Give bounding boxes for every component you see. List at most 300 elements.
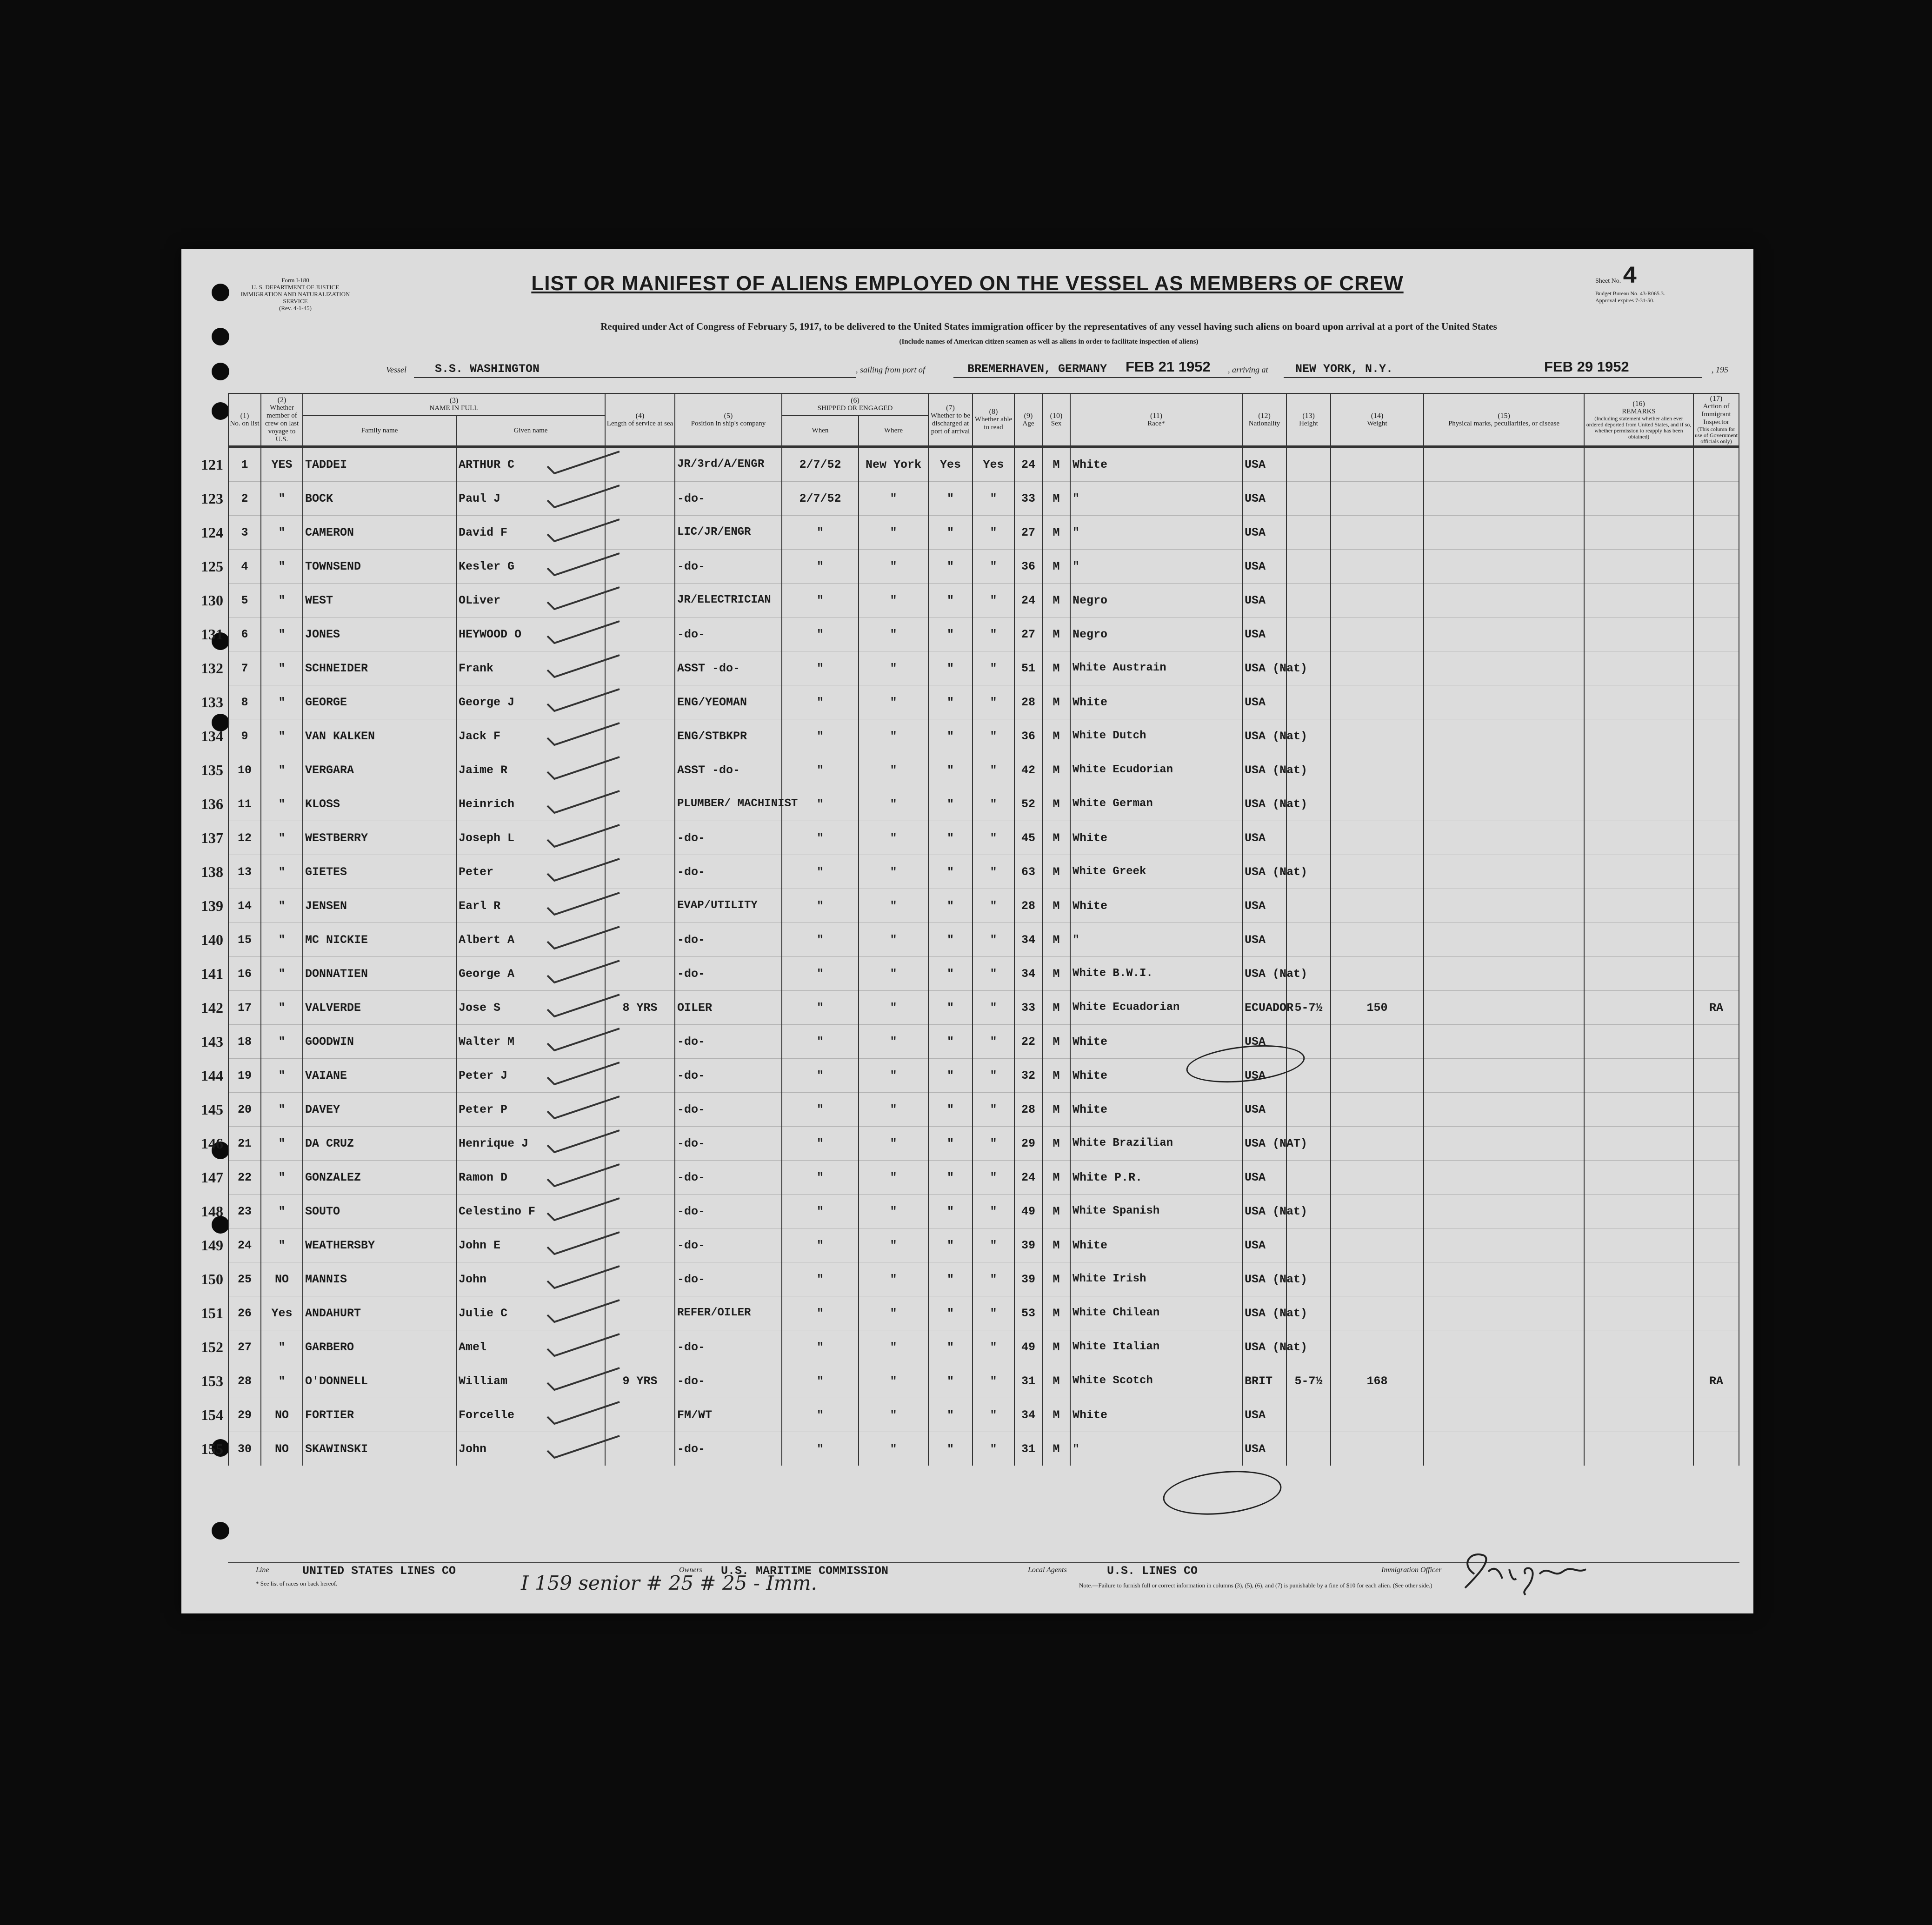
cell-able-to-read: " — [973, 719, 1014, 753]
cell-age: 53 — [1014, 1296, 1042, 1330]
cell-inspector-action — [1693, 1330, 1739, 1364]
cell-discharged: " — [928, 1262, 973, 1296]
check-mark-icon — [545, 617, 624, 650]
cell-given-name: Peter P — [456, 1093, 605, 1127]
cell-height — [1286, 447, 1331, 482]
cell-physical-marks — [1424, 651, 1584, 685]
cell-sex: M — [1042, 821, 1070, 855]
cell-position: -do- — [675, 617, 782, 651]
cell-sex: M — [1042, 550, 1070, 584]
cell-nationality: USA — [1242, 1059, 1286, 1093]
cell-race: White — [1070, 1025, 1242, 1059]
header-remarks: (16) REMARKS (Including statement whether alien ever ordered deported from United States, and if so, whether permission to reapply has been obtained) — [1584, 393, 1693, 447]
cell-inspector-action — [1693, 1195, 1739, 1228]
cell-family-name: DAVEY — [303, 1093, 456, 1127]
cell-nationality: USA (Nat) — [1242, 1262, 1286, 1296]
cell-previous-voyage: " — [261, 957, 303, 991]
cell-discharged: " — [928, 787, 973, 821]
cell-row-number: 18 143 — [228, 1025, 261, 1059]
cell-able-to-read: " — [973, 1398, 1014, 1432]
cell-weight: 168 — [1331, 1364, 1424, 1398]
cell-sex: M — [1042, 685, 1070, 719]
cell-family-name: O'DONNELL — [303, 1364, 456, 1398]
cell-sex: M — [1042, 1364, 1070, 1398]
cell-nationality: USA — [1242, 1228, 1286, 1262]
cell-row-number: 4 125 — [228, 550, 261, 584]
margin-number: 154 — [201, 1407, 223, 1423]
arriving-port: NEW YORK, N.Y. — [1295, 362, 1393, 376]
cell-previous-voyage: " — [261, 617, 303, 651]
cell-position: -do- — [675, 821, 782, 855]
cell-physical-marks — [1424, 1398, 1584, 1432]
cell-sex: M — [1042, 651, 1070, 685]
cell-row-number: 26 151 — [228, 1296, 261, 1330]
cell-shipped-where: " — [859, 482, 928, 516]
cell-nationality: USA — [1242, 1161, 1286, 1195]
check-mark-icon — [545, 719, 624, 752]
cell-sex: M — [1042, 991, 1070, 1025]
cell-position: ASST -do- — [675, 651, 782, 685]
cell-shipped-where: New York — [859, 447, 928, 482]
cell-height — [1286, 550, 1331, 584]
cell-row-number: 24 149 — [228, 1228, 261, 1262]
header-able-to-read: (8) Whether able to read — [973, 393, 1014, 447]
cell-discharged: Yes — [928, 447, 973, 482]
cell-discharged: " — [928, 1093, 973, 1127]
cell-weight — [1331, 719, 1424, 753]
cell-shipped-when: 2/7/52 — [782, 482, 859, 516]
cell-given-name: George A — [456, 957, 605, 991]
cell-weight — [1331, 1228, 1424, 1262]
cell-remarks — [1584, 1262, 1693, 1296]
table-row — [228, 1262, 1739, 1296]
cell-family-name: GARBERO — [303, 1330, 456, 1364]
cell-shipped-when: " — [782, 719, 859, 753]
cell-shipped-when: " — [782, 1059, 859, 1093]
cell-discharged: " — [928, 651, 973, 685]
cell-physical-marks — [1424, 1025, 1584, 1059]
margin-number: 135 — [201, 762, 223, 778]
cell-position: -do- — [675, 855, 782, 889]
margin-number: 134 — [201, 728, 223, 744]
cell-given-name: Paul J — [456, 482, 605, 516]
cell-given-name: John — [456, 1432, 605, 1466]
table-row — [228, 991, 1739, 1025]
margin-number: 130 — [201, 592, 223, 609]
cell-able-to-read: " — [973, 991, 1014, 1025]
cell-age: 28 — [1014, 685, 1042, 719]
cell-race: White — [1070, 447, 1242, 482]
cell-able-to-read: " — [973, 1228, 1014, 1262]
cell-family-name: GIETES — [303, 855, 456, 889]
table-row — [228, 1059, 1739, 1093]
cell-position: JR/ELECTRICIAN — [675, 584, 782, 617]
cell-weight — [1331, 855, 1424, 889]
check-mark-icon — [545, 855, 624, 888]
margin-number: 149 — [201, 1237, 223, 1254]
cell-row-number: 11 136 — [228, 787, 261, 821]
cell-shipped-where: " — [859, 1364, 928, 1398]
cell-discharged: " — [928, 821, 973, 855]
cell-family-name: VERGARA — [303, 753, 456, 787]
check-mark-icon — [545, 889, 624, 922]
arrival-date-stamp: FEB 29 1952 — [1544, 358, 1629, 375]
cell-nationality: ECUADOR — [1242, 991, 1286, 1025]
cell-able-to-read: " — [973, 957, 1014, 991]
cell-shipped-when: " — [782, 1398, 859, 1432]
cell-discharged: " — [928, 685, 973, 719]
cell-shipped-when: " — [782, 1330, 859, 1364]
cell-sex: M — [1042, 482, 1070, 516]
check-mark-icon — [545, 1330, 624, 1363]
cell-discharged: " — [928, 1296, 973, 1330]
cell-remarks — [1584, 482, 1693, 516]
cell-given-name: Amel — [456, 1330, 605, 1364]
cell-shipped-where: " — [859, 855, 928, 889]
cell-position: EVAP/UTILITY — [675, 889, 782, 923]
cell-discharged: " — [928, 1127, 973, 1161]
margin-number: 125 — [201, 558, 223, 575]
owners-value: U.S. MARITIME COMMISSION — [721, 1564, 889, 1578]
crew-manifest-table — [201, 393, 1739, 1466]
margin-number: 150 — [201, 1271, 223, 1288]
cell-able-to-read: " — [973, 1025, 1014, 1059]
cell-family-name: VAIANE — [303, 1059, 456, 1093]
cell-shipped-when: " — [782, 1432, 859, 1466]
table-row — [228, 889, 1739, 923]
header-no-on-list: (1) No. on list — [228, 393, 261, 447]
cell-height — [1286, 584, 1331, 617]
cell-physical-marks — [1424, 991, 1584, 1025]
cell-age: 49 — [1014, 1195, 1042, 1228]
cell-discharged: " — [928, 584, 973, 617]
cell-row-number: 29 154 — [228, 1398, 261, 1432]
cell-given-name: Jack F — [456, 719, 605, 753]
cell-height — [1286, 889, 1331, 923]
cell-sex: M — [1042, 1059, 1070, 1093]
cell-nationality: USA (Nat) — [1242, 1296, 1286, 1330]
margin-number: 136 — [201, 796, 223, 812]
cell-previous-voyage: " — [261, 1059, 303, 1093]
cell-shipped-where: " — [859, 1262, 928, 1296]
cell-able-to-read: " — [973, 855, 1014, 889]
margin-number: 152 — [201, 1339, 223, 1355]
cell-able-to-read: " — [973, 1330, 1014, 1364]
cell-previous-voyage: " — [261, 1195, 303, 1228]
cell-previous-voyage: NO — [261, 1432, 303, 1466]
table-row — [228, 1228, 1739, 1262]
cell-discharged: " — [928, 719, 973, 753]
cell-race: Negro — [1070, 617, 1242, 651]
margin-number: 155 — [201, 1440, 223, 1457]
officer-label: Immigration Officer — [1381, 1566, 1442, 1574]
cell-row-number: 21 146 — [228, 1127, 261, 1161]
cell-discharged: " — [928, 1364, 973, 1398]
cell-shipped-when: " — [782, 957, 859, 991]
cell-previous-voyage: " — [261, 719, 303, 753]
cell-shipped-where: " — [859, 957, 928, 991]
header-when: When — [782, 416, 859, 446]
cell-weight — [1331, 753, 1424, 787]
cell-position: -do- — [675, 1432, 782, 1466]
page-title: LIST OR MANIFEST OF ALIENS EMPLOYED ON THE VESSEL AS MEMBERS OF CREW — [531, 272, 1404, 295]
table-row — [228, 1127, 1739, 1161]
cell-weight — [1331, 1059, 1424, 1093]
cell-length-of-service: 9 YRS — [605, 1364, 675, 1398]
cell-race: Negro — [1070, 584, 1242, 617]
cell-physical-marks — [1424, 787, 1584, 821]
cell-length-of-service: 8 YRS — [605, 991, 675, 1025]
cell-remarks — [1584, 447, 1693, 482]
cell-inspector-action — [1693, 957, 1739, 991]
table-row — [228, 685, 1739, 719]
cell-discharged: " — [928, 1228, 973, 1262]
cell-given-name: Walter M — [456, 1025, 605, 1059]
cell-sex: M — [1042, 1398, 1070, 1432]
cell-height — [1286, 1398, 1331, 1432]
cell-height — [1286, 821, 1331, 855]
cell-discharged: " — [928, 1059, 973, 1093]
cell-previous-voyage: " — [261, 787, 303, 821]
cell-inspector-action — [1693, 1093, 1739, 1127]
header-inspector-action: (17) Action of Immigrant Inspector (This column for use of Government officials only) — [1693, 393, 1739, 447]
cell-position: ENG/STBKPR — [675, 719, 782, 753]
cell-sex: M — [1042, 584, 1070, 617]
header-length-of-service: (4) Length of service at sea — [605, 393, 675, 447]
check-mark-icon — [545, 1364, 624, 1397]
cell-age: 51 — [1014, 651, 1042, 685]
check-mark-icon — [545, 753, 624, 786]
table-row — [228, 1161, 1739, 1195]
agents-value: U.S. LINES CO — [1107, 1564, 1198, 1578]
cell-inspector-action — [1693, 889, 1739, 923]
cell-row-number: 12 137 — [228, 821, 261, 855]
cell-nationality: USA — [1242, 685, 1286, 719]
cell-remarks — [1584, 550, 1693, 584]
cell-inspector-action — [1693, 1161, 1739, 1195]
cell-remarks — [1584, 1195, 1693, 1228]
margin-number: 133 — [201, 694, 223, 710]
cell-shipped-where: " — [859, 1296, 928, 1330]
check-mark-icon — [545, 821, 624, 854]
form-revision: (Rev. 4-1-45) — [279, 305, 312, 312]
check-mark-icon — [545, 1025, 624, 1057]
cell-able-to-read: " — [973, 787, 1014, 821]
cell-age: 31 — [1014, 1364, 1042, 1398]
cell-age: 34 — [1014, 923, 1042, 957]
cell-physical-marks — [1424, 1432, 1584, 1466]
cell-height — [1286, 617, 1331, 651]
cell-inspector-action: RA — [1693, 991, 1739, 1025]
cell-weight — [1331, 1127, 1424, 1161]
cell-remarks — [1584, 651, 1693, 685]
cell-shipped-where: " — [859, 651, 928, 685]
cell-inspector-action — [1693, 1127, 1739, 1161]
cell-race: White Dutch — [1070, 719, 1242, 753]
cell-able-to-read: " — [973, 1432, 1014, 1466]
cell-position: LIC/JR/ENGR — [675, 516, 782, 550]
margin-number: 151 — [201, 1305, 223, 1321]
cell-given-name: HEYWOOD O — [456, 617, 605, 651]
cell-weight — [1331, 584, 1424, 617]
cell-previous-voyage: " — [261, 550, 303, 584]
cell-shipped-where: " — [859, 889, 928, 923]
cell-nationality: USA (Nat) — [1242, 753, 1286, 787]
margin-number: 146 — [201, 1135, 223, 1152]
inspector-signature — [1456, 1546, 1609, 1597]
cell-inspector-action — [1693, 685, 1739, 719]
cell-family-name: ANDAHURT — [303, 1296, 456, 1330]
cell-row-number: 17 142 — [228, 991, 261, 1025]
cell-shipped-when: " — [782, 685, 859, 719]
cell-able-to-read: " — [973, 482, 1014, 516]
table-row — [228, 1364, 1739, 1398]
cell-row-number: 9 134 — [228, 719, 261, 753]
cell-nationality: USA (Nat) — [1242, 787, 1286, 821]
cell-row-number: 14 139 — [228, 889, 261, 923]
cell-weight: 150 — [1331, 991, 1424, 1025]
cell-physical-marks — [1424, 855, 1584, 889]
cell-age: 45 — [1014, 821, 1042, 855]
cell-age: 33 — [1014, 991, 1042, 1025]
cell-height — [1286, 923, 1331, 957]
cell-position: ASST -do- — [675, 753, 782, 787]
margin-number: 132 — [201, 660, 223, 677]
cell-position: FM/WT — [675, 1398, 782, 1432]
cell-age: 33 — [1014, 482, 1042, 516]
header-height: (13) Height — [1286, 393, 1331, 447]
cell-inspector-action — [1693, 617, 1739, 651]
check-mark-icon — [545, 787, 624, 820]
cell-row-number: 8 133 — [228, 685, 261, 719]
cell-race: White Ecudorian — [1070, 753, 1242, 787]
subtitle-note: (Include names of American citizen seamen as well as aliens in order to facilitate inspection of aliens) — [899, 338, 1199, 345]
cell-remarks — [1584, 821, 1693, 855]
year-suffix: , 195 — [1712, 365, 1728, 374]
cell-sex: M — [1042, 1330, 1070, 1364]
cell-previous-voyage: " — [261, 889, 303, 923]
cell-given-name: Albert A — [456, 923, 605, 957]
cell-family-name: MC NICKIE — [303, 923, 456, 957]
cell-inspector-action — [1693, 550, 1739, 584]
cell-shipped-where: " — [859, 1432, 928, 1466]
cell-inspector-action — [1693, 447, 1739, 482]
cell-remarks — [1584, 1398, 1693, 1432]
cell-previous-voyage: " — [261, 855, 303, 889]
cell-nationality: USA (Nat) — [1242, 1330, 1286, 1364]
owners-label: Owners — [679, 1566, 702, 1574]
cell-height: 5-7½ — [1286, 991, 1331, 1025]
cell-age: 24 — [1014, 447, 1042, 482]
cell-position: -do- — [675, 923, 782, 957]
cell-row-number: 5 130 — [228, 584, 261, 617]
form-department: U. S. DEPARTMENT OF JUSTICE — [251, 284, 340, 291]
table-row — [228, 1025, 1739, 1059]
check-mark-icon — [545, 957, 624, 989]
cell-remarks — [1584, 719, 1693, 753]
cell-physical-marks — [1424, 1195, 1584, 1228]
manifest-rows — [201, 447, 1739, 1466]
header-shipped-engaged: (6) SHIPPED OR ENGAGED — [782, 393, 928, 416]
cell-physical-marks — [1424, 719, 1584, 753]
cell-shipped-where: " — [859, 1398, 928, 1432]
cell-row-number: 22 147 — [228, 1161, 261, 1195]
cell-given-name: George J — [456, 685, 605, 719]
cell-age: 31 — [1014, 1432, 1042, 1466]
cell-sex: M — [1042, 447, 1070, 482]
margin-number: 131 — [201, 626, 223, 643]
cell-inspector-action: RA — [1693, 1364, 1739, 1398]
cell-physical-marks — [1424, 1330, 1584, 1364]
header-name-in-full: (3) NAME IN FULL — [303, 393, 605, 416]
check-mark-icon — [545, 1228, 624, 1261]
margin-number: 143 — [201, 1033, 223, 1050]
cell-race: White Irish — [1070, 1262, 1242, 1296]
check-mark-icon — [545, 651, 624, 684]
cell-row-number: 23 148 — [228, 1195, 261, 1228]
cell-shipped-where: " — [859, 550, 928, 584]
cell-remarks — [1584, 1025, 1693, 1059]
cell-family-name: WESTBERRY — [303, 821, 456, 855]
cell-shipped-where: " — [859, 617, 928, 651]
cell-physical-marks — [1424, 516, 1584, 550]
manifest-sheet — [181, 249, 1753, 1613]
table-row — [228, 719, 1739, 753]
cell-previous-voyage: " — [261, 584, 303, 617]
cell-previous-voyage: " — [261, 1228, 303, 1262]
vessel-line — [181, 357, 1753, 385]
table-row — [228, 584, 1739, 617]
cell-race: White — [1070, 1059, 1242, 1093]
cell-position: PLUMBER/ MACHINIST — [675, 787, 782, 821]
cell-inspector-action — [1693, 719, 1739, 753]
margin-number: 139 — [201, 897, 223, 914]
cell-discharged: " — [928, 1195, 973, 1228]
cell-discharged: " — [928, 1398, 973, 1432]
cell-able-to-read: " — [973, 1364, 1014, 1398]
cell-shipped-where: " — [859, 1195, 928, 1228]
cell-discharged: " — [928, 923, 973, 957]
cell-weight — [1331, 516, 1424, 550]
cell-discharged: " — [928, 1161, 973, 1195]
cell-physical-marks — [1424, 1296, 1584, 1330]
check-mark-icon — [545, 1262, 624, 1295]
cell-shipped-when: " — [782, 1025, 859, 1059]
cell-nationality: BRIT — [1242, 1364, 1286, 1398]
cell-position: -do- — [675, 482, 782, 516]
cell-previous-voyage: YES — [261, 447, 303, 482]
cell-shipped-when: 2/7/52 — [782, 447, 859, 482]
cell-weight — [1331, 1161, 1424, 1195]
cell-remarks — [1584, 787, 1693, 821]
cell-family-name: JONES — [303, 617, 456, 651]
header-discharged: (7) Whether to be discharged at port of arrival — [928, 393, 973, 447]
cell-able-to-read: Yes — [973, 447, 1014, 482]
cell-shipped-where: " — [859, 1093, 928, 1127]
table-row — [228, 550, 1739, 584]
margin-number: 145 — [201, 1101, 223, 1118]
cell-sex: M — [1042, 1262, 1070, 1296]
cell-nationality: USA — [1242, 821, 1286, 855]
cell-given-name: John E — [456, 1228, 605, 1262]
cell-physical-marks — [1424, 1059, 1584, 1093]
races-note: * See list of races on back hereof. — [256, 1580, 338, 1587]
cell-inspector-action — [1693, 1059, 1739, 1093]
cell-able-to-read: " — [973, 516, 1014, 550]
cell-shipped-where: " — [859, 1330, 928, 1364]
cell-nationality: USA — [1242, 923, 1286, 957]
margin-number: 138 — [201, 863, 223, 880]
